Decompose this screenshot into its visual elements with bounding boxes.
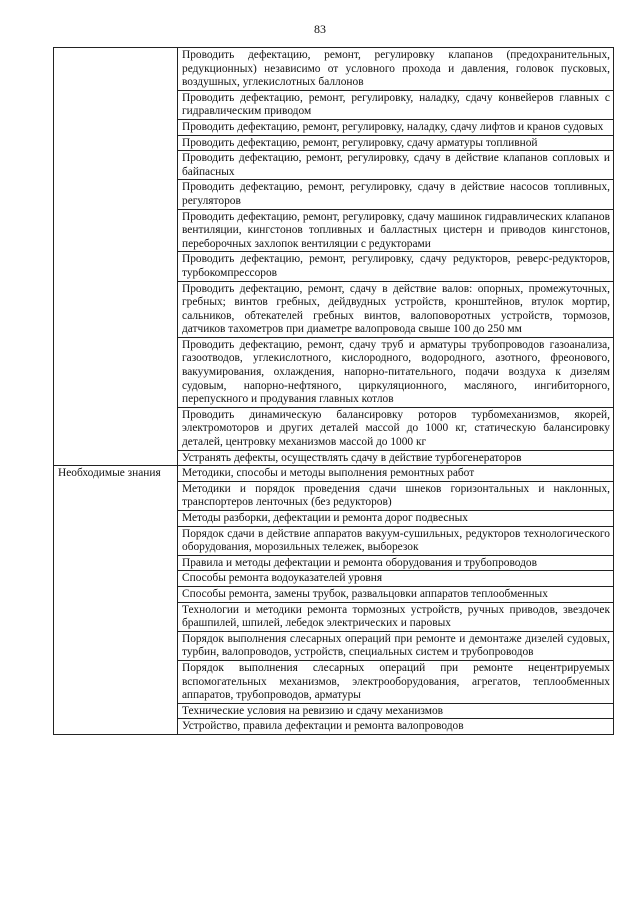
requirement-cell: Порядок сдачи в действие аппаратов вакуум-сушильных, редукторов технологического оборудования, морозильных тележек, выборезок — [178, 526, 614, 555]
requirement-cell: Проводить дефектацию, ремонт, регулировку, сдачу в действие насосов топливных, регуляторов — [178, 180, 614, 209]
requirement-cell: Проводить динамическую балансировку роторов турбомеханизмов, якорей, электромоторов и других деталей массой до 1000 кг, статическую балансировку деталей, центровку механизмов массой до 1000 кг — [178, 407, 614, 450]
requirement-cell: Проводить дефектацию, ремонт, регулировку, сдачу машинок гидравлических клапанов вентиляции, кингстонов топливных и балластных цистерн и приводов кингстонов, переборочных захлопок вентиляции с редукторами — [178, 209, 614, 252]
requirement-cell: Проводить дефектацию, ремонт, регулировку, сдачу в действие клапанов сопловых и байпасных — [178, 151, 614, 180]
requirement-cell: Способы ремонта водоуказателей уровня — [178, 571, 614, 587]
requirement-cell: Технологии и методики ремонта тормозных устройств, ручных приводов, звездочек брашпилей, шпилей, лебедок электрических и паровых — [178, 602, 614, 631]
table-row — [54, 466, 614, 482]
requirement-cell: Проводить дефектацию, ремонт, регулировку, наладку, сдачу конвейеров главных с гидравлическим приводом — [178, 90, 614, 119]
table-row — [54, 48, 614, 91]
competency-table — [53, 47, 614, 735]
requirement-cell: Проводить дефектацию, ремонт, регулировку, наладку, сдачу лифтов и кранов судовых — [178, 119, 614, 135]
row-group-label: Необходимые знания — [54, 466, 178, 735]
row-group-label — [54, 48, 178, 466]
requirement-cell: Методики, способы и методы выполнения ремонтных работ — [178, 466, 614, 482]
requirement-cell: Проводить дефектацию, ремонт, регулировку, сдачу редукторов, реверс-редукторов, турбокомпрессоров — [178, 252, 614, 281]
requirement-cell: Проводить дефектацию, ремонт, регулировку, сдачу арматуры топливной — [178, 135, 614, 151]
requirement-cell: Устранять дефекты, осуществлять сдачу в действие турбогенераторов — [178, 450, 614, 466]
requirement-cell: Способы ремонта, замены трубок, развальцовки аппаратов теплообменных — [178, 586, 614, 602]
requirement-cell: Правила и методы дефектации и ремонта оборудования и трубопроводов — [178, 555, 614, 571]
requirement-cell: Технические условия на ревизию и сдачу механизмов — [178, 703, 614, 719]
requirement-cell: Порядок выполнения слесарных операций при ремонте и демонтаже дизелей судовых, турбин, валопроводов, устройств, специальных систем и трубопроводов — [178, 631, 614, 660]
requirement-cell: Порядок выполнения слесарных операций при ремонте нецентрируемых вспомогательных механизмов, электрооборудования, агрегатов, теплообменных аппаратов, трубопроводов, арматуры — [178, 660, 614, 703]
requirement-cell: Методики и порядок проведения сдачи шнеков горизонтальных и наклонных, транспортеров ленточных (без редукторов) — [178, 481, 614, 510]
requirement-cell: Устройство, правила дефектации и ремонта валопроводов — [178, 719, 614, 735]
requirement-cell: Проводить дефектацию, ремонт, сдачу в действие валов: опорных, промежуточных, гребных; винтов гребных, дейдвудных устройств, кронштейнов, втулок мортир, сальников, обтекателей гребных винтов, валоповоротных устройств, тормозов, датчиков тахометров при диаметре валопровода свыше 100 до 250 мм — [178, 281, 614, 337]
requirement-cell: Проводить дефектацию, ремонт, сдачу труб и арматуры трубопроводов газоанализа, газоотводов, углекислотного, кислородного, водородного, азотного, фреонового, вакуумирования, охлаждения, напорно-питательного, подачи воздуха к дизелям судовым, напорно-нефтяного, циркуляционного, масляного, ингибиторного, перепускного и продувания главных котлов — [178, 337, 614, 407]
page-number: 83 — [314, 22, 326, 36]
requirement-cell: Методы разборки, дефектации и ремонта дорог подвесных — [178, 511, 614, 527]
requirement-cell: Проводить дефектацию, ремонт, регулировку клапанов (предохранительных, редукционных) независимо от условного прохода и давления, головок пусковых, воздушных, углекислотных баллонов — [178, 48, 614, 91]
